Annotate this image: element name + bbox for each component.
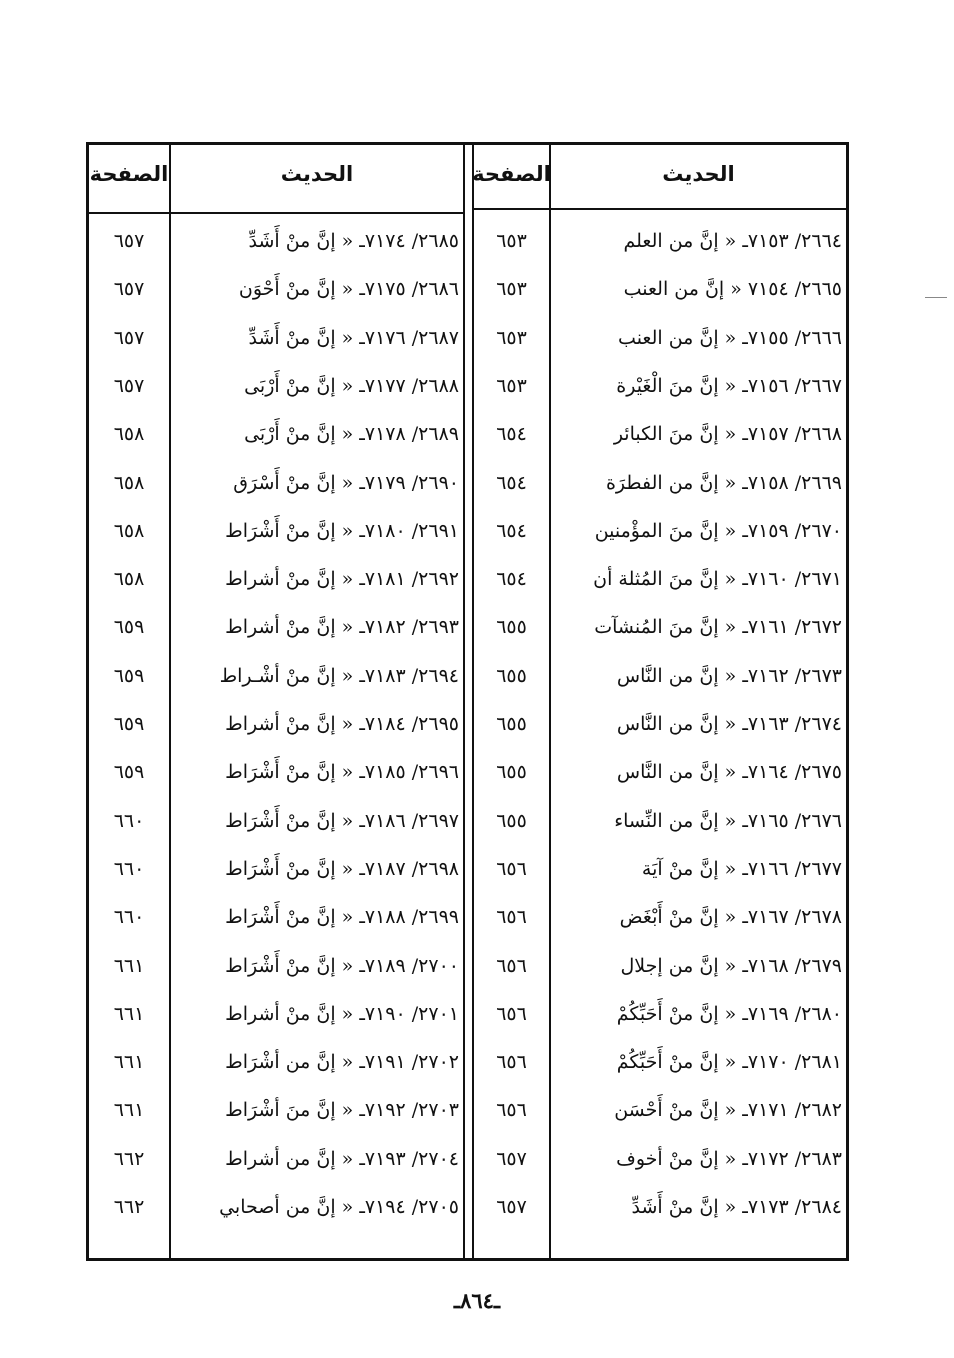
hadith-entry: ٢٦٧١/ ٧١٦٠ـ « إنَّ منَ المُثلة أن (593, 568, 842, 590)
page-ref: ٦٥٥ (496, 665, 527, 687)
hadith-entry: ٢٦٩٩/ ٧١٨٨ـ « إنَّ منْ أَشْرَاط (225, 906, 459, 928)
page-ref: ٦٦١ (113, 1003, 145, 1025)
hadith-entry: ٢٦٦٥/ ٧١٥٤ « إنَّ من العنب (623, 278, 842, 300)
page-ref: ٦٥٤ (496, 568, 527, 590)
page-ref: ٦٥٩ (113, 713, 145, 735)
hadith-entry: ٢٦٨٨/ ٧١٧٧ـ « إنَّ منْ أَرْبَى (244, 375, 459, 397)
hadith-entry: ٢٦٩٥/ ٧١٨٤ـ « إنَّ منْ أشراط (225, 713, 459, 735)
hadith-entry: ٢٦٨٢/ ٧١٧١ـ « إنَّ منْ أَحْسَن (614, 1099, 842, 1121)
hadith-entry: ٢٦٩١/ ٧١٨٠ـ « إنَّ منْ أَشْرَاط (225, 520, 459, 542)
page-ref: ٦٥٨ (113, 472, 145, 494)
hadith-entry: ٢٦٦٤/ ٧١٥٣ـ « إنَّ من العلم (623, 230, 842, 252)
hadith-entry: ٢٧٠٢/ ٧١٩١ـ « إنَّ من أشْرَاط (225, 1051, 459, 1073)
hadith-entry: ٢٦٩٣/ ٧١٨٢ـ « إنَّ منْ أشراط (225, 616, 459, 638)
page-ref: ٦٦١ (113, 1051, 145, 1073)
page-ref: ٦٥٧ (113, 375, 145, 397)
page-ref: ٦٥٣ (496, 278, 527, 300)
page-ref: ٦٥٨ (113, 423, 145, 445)
page-ref: ٦٥٦ (496, 1051, 527, 1073)
hadith-entry: ٢٦٨٧/ ٧١٧٦ـ « إنَّ منْ أَشَدِّ (248, 327, 459, 349)
page-ref: ٦٥٥ (496, 713, 527, 735)
header-underline-left (89, 212, 463, 214)
page-ref: ٦٥٦ (496, 858, 527, 880)
page-ref: ٦٥٧ (113, 230, 145, 252)
hadith-entry: ٢٦٨٥/ ٧١٧٤ـ « إنَّ منْ أَشَدِّ (248, 230, 459, 252)
page-ref: ٦٥٥ (496, 616, 527, 638)
hadith-entry: ٢٧٠٣/ ٧١٩٢ـ « إنَّ منَ أشْرَاط (225, 1099, 459, 1121)
hadith-entry: ٢٦٨٤/ ٧١٧٣ـ « إنَّ منْ أَشَدِّ (631, 1196, 842, 1218)
header-underline-right (472, 208, 846, 210)
hadith-entry: ٢٦٩٤/ ٧١٨٣ـ « إنَّ منْ أشْـراط (219, 665, 459, 687)
page-ref: ٦٥٦ (496, 1003, 527, 1025)
header-left-page: الصفحة (89, 162, 169, 186)
hadith-entry: ٢٧٠١/ ٧١٩٠ـ « إنَّ منْ أشراط (225, 1003, 459, 1025)
hadith-entry: ٢٦٧٢/ ٧١٦١ـ « إنَّ منَ المُنشآت (594, 616, 842, 638)
hadith-entry: ٢٦٦٩/ ٧١٥٨ـ « إنَّ من الفطرَة (605, 472, 842, 494)
page-ref: ٦٦١ (113, 955, 145, 977)
page-ref: ٦٥٨ (113, 568, 145, 590)
header-right-page: الصفحة (472, 162, 551, 186)
hadith-entry: ٢٦٨١/ ٧١٧٠ـ « إنَّ منْ أَحَبِّكُمْ (616, 1051, 842, 1073)
page-ref: ٦٥٩ (113, 616, 145, 638)
rule-left-page-divider (169, 145, 171, 1258)
page-ref: ٦٥٣ (496, 327, 527, 349)
page-ref: ٦٥٦ (496, 955, 527, 977)
hadith-entry: ٢٦٦٨/ ٧١٥٧ـ « إنَّ منَ الكبائر (613, 423, 842, 445)
hadith-entry: ٢٦٨٣/ ٧١٧٢ـ « إنَّ منْ أخوف (616, 1148, 842, 1170)
hadith-entry: ٢٦٨٦/ ٧١٧٥ـ « إنَّ منْ أَحْوَن (238, 278, 459, 300)
rule-right-page-divider (549, 145, 551, 1258)
page-ref: ٦٥٧ (113, 278, 145, 300)
hadith-entry: ٢٦٩٦/ ٧١٨٥ـ « إنَّ منْ أَشْرَاط (225, 761, 459, 783)
hadith-entry: ٢٦٩٢/ ٧١٨١ـ « إنَّ منْ أشراط (225, 568, 459, 590)
header-left-hadith: الحديث (280, 162, 354, 186)
hadith-entry: ٢٦٧٥/ ٧١٦٤ـ « إنَّ من النَّاس (616, 761, 842, 783)
hadith-entry: ٢٦٨٠/ ٧١٦٩ـ « إنَّ منْ أَحَبِّكُمْ (616, 1003, 842, 1025)
page-ref: ٦٥٧ (496, 1196, 527, 1218)
hadith-entry: ٢٦٧٧/ ٧١٦٦ـ « إنَّ منْ آيَة (641, 858, 842, 880)
page-ref: ٦٥٣ (496, 375, 527, 397)
hadith-entry: ٢٦٦٦/ ٧١٥٥ـ « إنَّ من العنب (618, 327, 842, 349)
hadith-entry: ٢٦٧٤/ ٧١٦٣ـ « إنَّ من النَّاس (616, 713, 842, 735)
page-ref: ٦٥٧ (113, 327, 145, 349)
page-ref: ٦٥٤ (496, 472, 527, 494)
hadith-entry: ٢٦٧٣/ ٧١٦٢ـ « إنَّ من النَّاس (616, 665, 842, 687)
hadith-entry: ٢٧٠٠/ ٧١٨٩ـ « إنَّ منْ أَشْرَاط (225, 955, 459, 977)
page-ref: ٦٦٠ (113, 858, 145, 880)
header-right-hadith: الحديث (662, 162, 735, 186)
hadith-entry: ٢٦٦٧/ ٧١٥٦ـ « إنَّ منَ الْغَيْرة (616, 375, 842, 397)
page-ref: ٦٥٧ (496, 1148, 527, 1170)
hadith-entry: ٢٦٧٦/ ٧١٦٥ـ « إنَّ من النِّساء (614, 810, 842, 832)
page-ref: ٦٥٩ (113, 761, 145, 783)
hadith-entry: ٢٦٨٩/ ٧١٧٨ـ « إنَّ منْ أَرْبَى (244, 423, 459, 445)
rule-center-divider (463, 145, 465, 1258)
hadith-entry: ٢٦٧٩/ ٧١٦٨ـ « إنَّ من إجلال (620, 955, 842, 977)
hadith-entry: ٢٦٧٠/ ٧١٥٩ـ « إنَّ منَ المؤْمنين (594, 520, 842, 542)
page-number: ـ٨٦٤ـ (453, 1288, 501, 1313)
margin-mark (925, 297, 947, 298)
page-ref: ٦٥٥ (496, 810, 527, 832)
hadith-entry: ٢٦٩٧/ ٧١٨٦ـ « إنَّ منْ أَشْرَاط (225, 810, 459, 832)
page-ref: ٦٥٣ (496, 230, 527, 252)
hadith-entry: ٢٧٠٥/ ٧١٩٤ـ « إنَّ من أصحابي (219, 1196, 459, 1218)
page-ref: ٦٥٥ (496, 761, 527, 783)
page-ref: ٦٦٢ (113, 1196, 145, 1218)
page-ref: ٦٥٨ (113, 520, 145, 542)
page-ref: ٦٥٩ (113, 665, 145, 687)
page-ref: ٦٦١ (113, 1099, 145, 1121)
page-ref: ٦٥٦ (496, 1099, 527, 1121)
hadith-entry: ٢٦٩٠/ ٧١٧٩ـ « إنَّ منْ أَسْرَق (233, 472, 459, 494)
page-ref: ٦٥٤ (496, 423, 527, 445)
page-ref: ٦٦٠ (113, 810, 145, 832)
hadith-entry: ٢٦٩٨/ ٧١٨٧ـ « إنَّ منْ أَشْرَاط (225, 858, 459, 880)
page-ref: ٦٥٤ (496, 520, 527, 542)
page-ref: ٦٦٢ (113, 1148, 145, 1170)
page-ref: ٦٦٠ (113, 906, 145, 928)
page-ref: ٦٥٦ (496, 906, 527, 928)
hadith-entry: ٢٧٠٤/ ٧١٩٣ـ « إنَّ من أشراط (225, 1148, 459, 1170)
hadith-entry: ٢٦٧٨/ ٧١٦٧ـ « إنَّ منْ أَبْغَض (619, 906, 842, 928)
